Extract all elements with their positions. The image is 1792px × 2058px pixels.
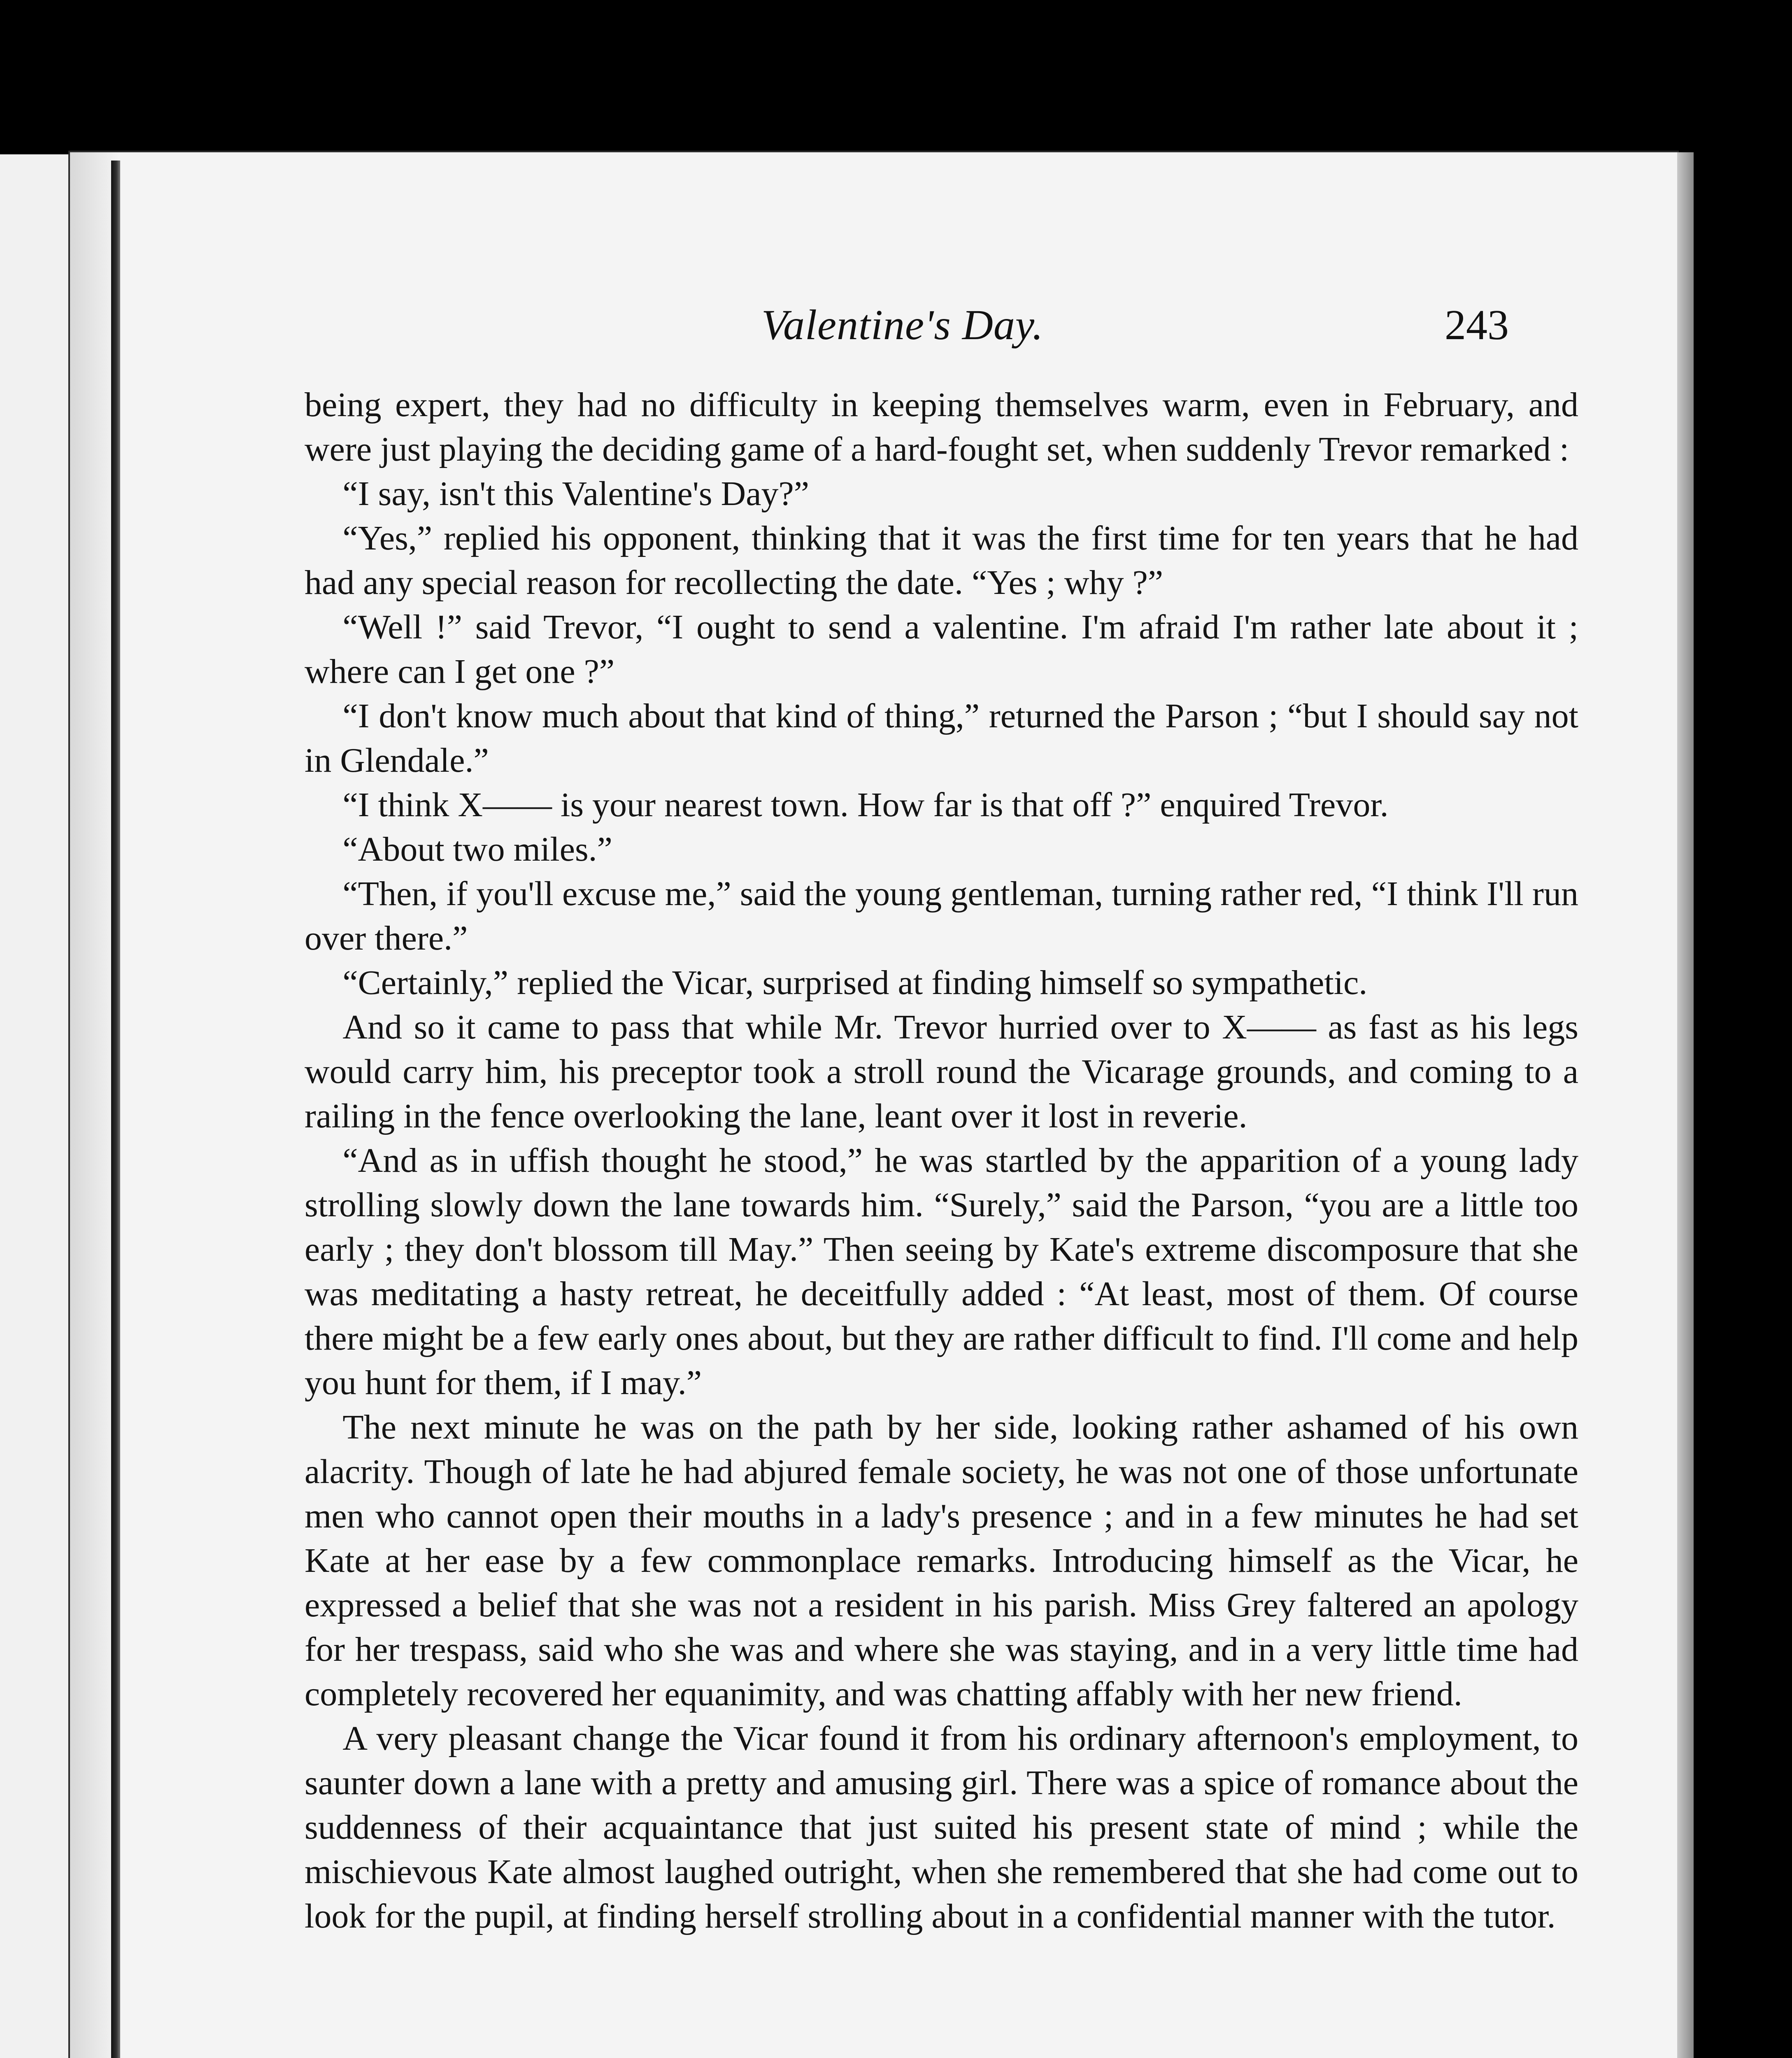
paragraph: And so it came to pass that while Mr. Trevor hurried over to X—— as fast as his legs would carry him, his preceptor took a stroll round the Vicarage grounds, and coming to a railing in the fence overlooking the lane, leant over it lost in reverie. — [305, 1008, 1578, 1135]
paragraph: “I don't know much about that kind of thing,” returned the Parson ; “but I should say not in Glendale.” — [305, 697, 1578, 780]
paragraph: The next minute he was on the path by her side, looking rather ashamed of his own alacrity. Though of late he had abjured female society, he was not one of those unfortunate men who cannot open their mouths in a lady's presence ; and in a few minutes he had set Kate at her ease by a few commonplace remarks. Introducing himself as the Vicar, he expressed a belief that she was not a resident in his parish. Miss Grey faltered an apology for her trespass, said who she was and where she was staying, and in a very little time had completely recovered her equanimity, and was chatting affably with her new friend. — [305, 1408, 1578, 1713]
body-text — [305, 383, 1578, 1939]
page-stack-edge — [1677, 152, 1694, 2058]
paragraph: “Yes,” replied his opponent, thinking that it was the first time for ten years that he had had any special reason for recollecting the date. “Yes ; why ?” — [305, 519, 1578, 602]
paragraph: “Certainly,” replied the Vicar, surprised at finding himself so sympathetic. — [342, 964, 1368, 1002]
paragraph: “I say, isn't this Valentine's Day?” — [342, 475, 810, 513]
paragraph: “And as in uffish thought he stood,” he was startled by the apparition of a young lady strolling slowly down the lane towards him. “Surely,” said the Parson, “you are a little too early ; they don't blossom till May.” Then seeing by Kate's extreme discomposure that she was meditating a hasty retreat, he deceitfully added : “At least, most of them. Of course there might be a few early ones about, but they are rather difficult to find. I'll come and help you hunt for them, if I may.” — [305, 1141, 1578, 1402]
paragraph: “Well !” said Trevor, “I ought to send a valentine. I'm afraid I'm rather late about it ; where can I get one ?” — [305, 608, 1578, 691]
page-number: 243 — [1445, 301, 1509, 349]
paragraph: “I think X—— is your nearest town. How far is that off ?” enquired Trevor. — [342, 786, 1389, 824]
paragraph: being expert, they had no difficulty in keeping themselves warm, even in February, and were just playing the deciding game of a hard-fought set, when suddenly Trevor remarked : — [305, 386, 1578, 468]
paragraph: A very pleasant change the Vicar found it from his ordinary afternoon's employment, to saunter down a lane with a pretty and amusing girl. There was a spice of romance about the suddenness of their acquaintance that just suited his present state of mind ; while the mischievous Kate almost laughed outright, when she remembered that she had come out to look for the pupil, at finding herself strolling about in a confidential manner with the tutor. — [305, 1719, 1578, 1935]
binding-edge — [111, 161, 120, 2058]
paragraph: “About two miles.” — [342, 830, 612, 868]
book-page — [70, 152, 1677, 2058]
paragraph: “Then, if you'll excuse me,” said the young gentleman, turning rather red, “I think I'll run over there.” — [305, 875, 1578, 957]
running-head: Valentine's Day. — [761, 301, 1044, 349]
